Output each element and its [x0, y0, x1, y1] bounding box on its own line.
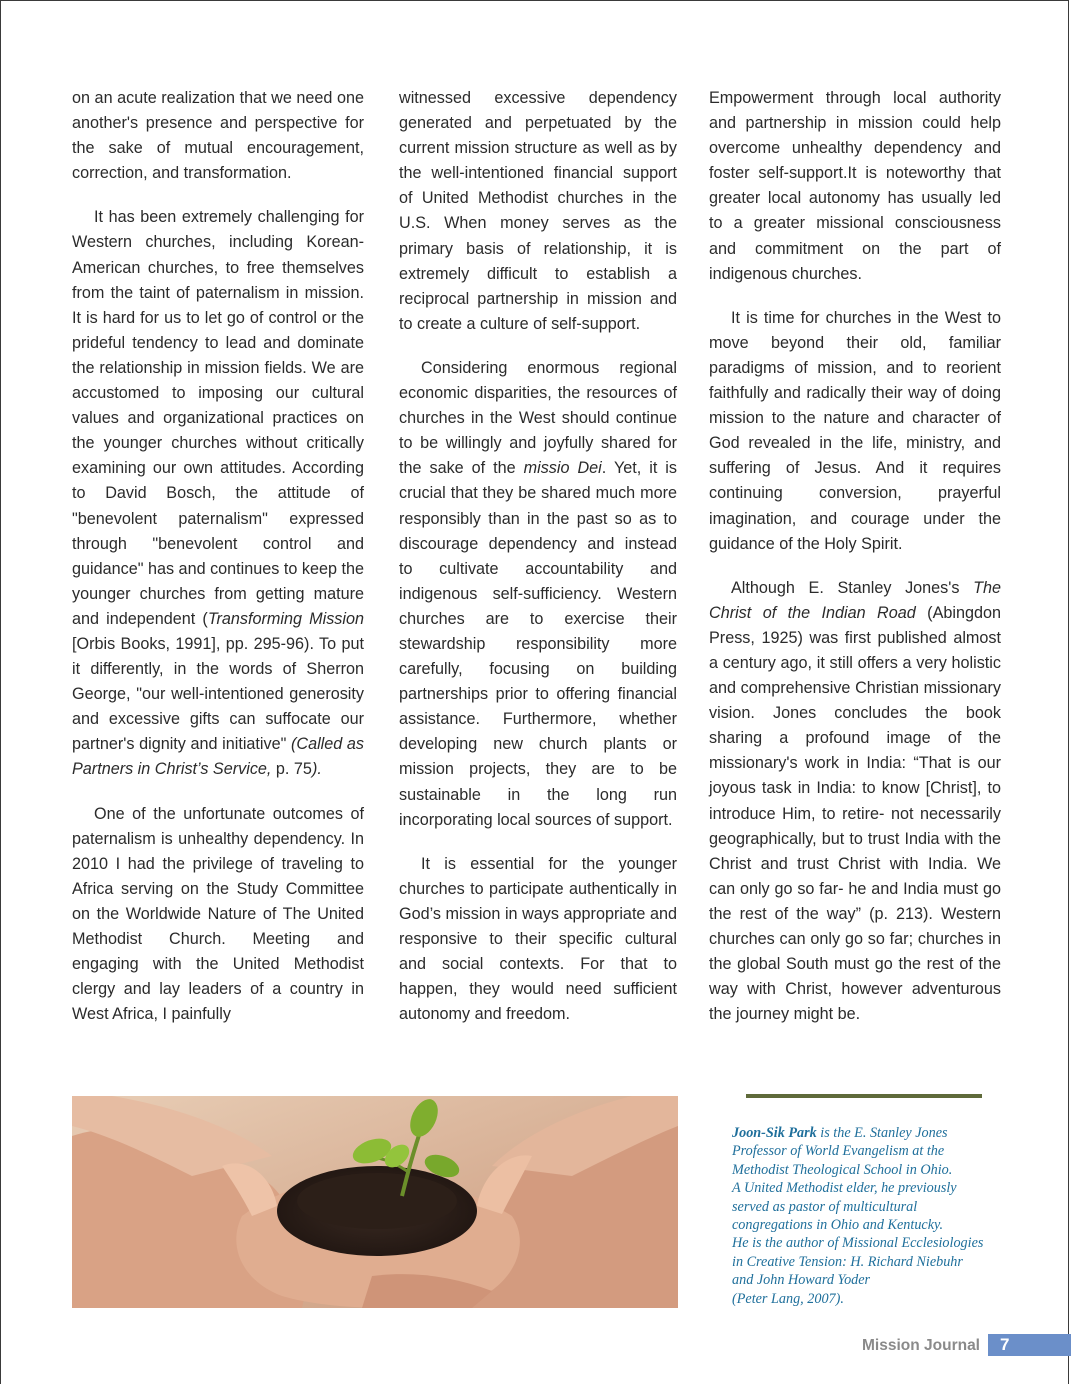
bio-line: in Creative Tension: H. Richard Niebuhr	[732, 1253, 963, 1270]
bio-line: congregations in Ohio and Kentucky.	[732, 1217, 944, 1234]
seedling-illustration	[72, 1096, 678, 1308]
paragraph: One of the unfortunate outcomes of paternalism is unhealthy dependency. In 2010 I had the privilege of traveling to Africa serving on the Study Committee on the Worldwide Nature of The United Methodist Church. Meeting and engaging with the United Methodist clergy and lay leaders of a country in West Africa, I painfully	[72, 804, 364, 1024]
paragraph: Empowerment through local authority and partnership in mission could help overcome unhealthy dependency and foster self-support.It is noteworthy that greater local autonomy has usually led to a greater missional consciousness and commitment on the part of indigenous churches.	[709, 89, 1001, 283]
paragraph: witnessed excessive dependency generated and perpetuated by the current mission structure as well as by the well-intentioned financial support of United Methodist churches in the U.S. When money serves as the primary basis of relationship, it is extremely difficult to establish a reciprocal partnership in mission and to create a culture of self-support.	[399, 89, 677, 333]
bio-line: He is the author of Missional Ecclesiologies	[732, 1235, 984, 1252]
paragraph: It is essential for the younger churches to participate authentically in God’s mission in ways appropriate and responsive to their specific cultural and social contexts. For that to happen, they would need sufficient autonomy and freedom.	[399, 854, 677, 1024]
paragraph: on an acute realization that we need one another's presence and perspective for the sake of mutual encouragement, correction, and transformation.	[72, 89, 364, 183]
paragraph: It is time for churches in the West to move beyond their old, familiar paradigms of mission, and to reorient faithfully and radically their way of doing mission to the nature and character of God revealed in the life, ministry, and suffering of Jesus. And it requires continuing conversion, prayerful imagination, and courage under the guidance of the Holy Spirit.	[709, 308, 1001, 553]
paragraph: Considering enormous regional economic disparities, the resources of churches in the West should continue to be willingly and joyfully shared for the sake of the missio Dei. Yet, it is crucial that they be shared much more responsibly than in the past so as to discourage dependency and instead to cultivate accountability and indigenous self-sufficiency. Western churches are to exercise their stewardship responsibility more carefully, focusing on building partnerships prior to offering financial assistance. Furthermore, whether developing new church plants or mission projects, they are to be sustainable in the long run incorporating local sources of support.	[399, 358, 677, 829]
bio-divider	[746, 1094, 982, 1098]
bio-line-1: Joon-Sik Park is the E. Stanley Jones	[732, 1125, 948, 1141]
article-column-1	[72, 86, 364, 1046]
bio-line: and John Howard Yoder	[732, 1272, 871, 1289]
bio-line: Methodist Theological School in Ohio.	[732, 1161, 953, 1178]
paragraph: It has been extremely challenging for Western churches, including Korean-American churches, to free themselves from the taint of paternalism in mission. It is hard for us to let go of control or the prideful tendency to lead and dominate the relationship in mission fields. We are accustomed to imposing our cultural values and organizational practices on the younger churches without critically examining our own attitudes. According to David Bosch, the attitude of "benevolent paternalism" expressed through "benevolent control and guidance" has and continues to keep the younger churches from getting mature and independent (Transforming Mission [Orbis Books, 1991], pp. 295-96). To put it differently, in the words of Sherron George, "our well-intentioned generosity and excessive gifts can suffocate our partner's dignity and initiative" (Called as Partners in Christ’s Service, p. 75).	[72, 208, 364, 779]
paragraph: Although E. Stanley Jones's The Christ of the Indian Road (Abingdon Press, 1925) was first published almost a century ago, it still offers a very holistic and comprehensive Christian missionary vision. Jones concludes the book sharing a profound image of the missionary's work in India: “That is our joyous task in India: to know [Christ], to introduce Him, to retire- not necessarily geographically, but to trust India with the Christ and trust Christ with India. We can only go so far- he and India must go the rest of the way” (p. 213). Western churches can only go so far; churches in the global South must go the rest of the way with Christ, however adventurous the journey might be.	[709, 578, 1001, 1024]
journal-name: Mission Journal	[862, 1337, 980, 1354]
author-name: Joon-Sik Park	[732, 1125, 817, 1141]
article-column-3	[709, 86, 1001, 1046]
bio-line: (Peter Lang, 2007).	[732, 1290, 844, 1307]
page-footer	[0, 1334, 1071, 1358]
bio-line: served as pastor of multicultural	[732, 1198, 918, 1215]
author-bio	[732, 1124, 1032, 1308]
hands-seedling-photo	[72, 1096, 678, 1308]
bio-line: A United Methodist elder, he previously	[732, 1180, 957, 1197]
bio-line: Professor of World Evangelism at the	[732, 1143, 945, 1160]
article-column-2	[399, 86, 677, 1046]
page-number: 7	[988, 1334, 1071, 1356]
